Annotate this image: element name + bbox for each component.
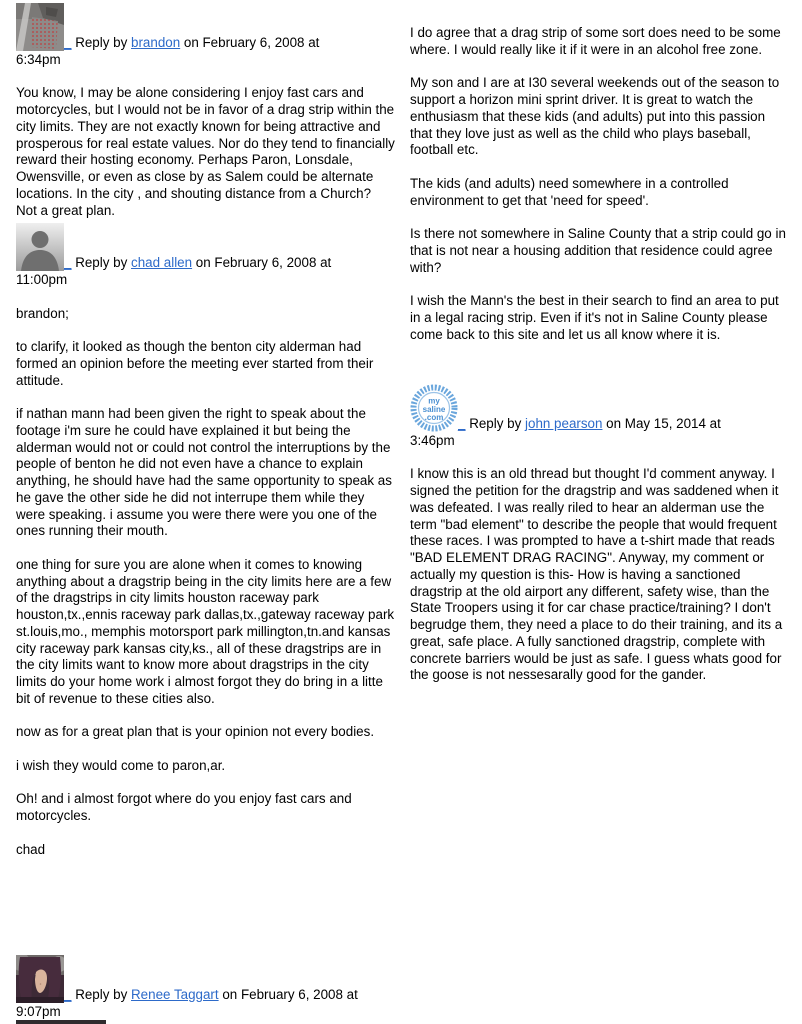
brandon-photo-avatar[interactable] [16, 3, 64, 51]
reply-post-john-pearson [410, 384, 790, 684]
reply-date: on February 6, 2008 at [180, 35, 320, 50]
reply-date: on February 6, 2008 at [192, 255, 332, 271]
post-paragraph: if nathan mann had been given the right to speak about the footage i'm sure he could have explained it but being the alderman would not or could not control the interruptions by the people of benton he did not even have a chance to explain anything, he should have had the same opportunity to speak as he gave the other side he did not interrupe them while they were speaking. i assume you were there were you one of the ones running their mouth. [16, 406, 392, 539]
avatar-link-underscore: _ [64, 987, 72, 1002]
post-paragraph: I know this is an old thread but thought I'd comment anyway. I signed the petition for the dragstrip and was saddened when it was defeated. I was really riled to hear an alderman use the term "bad element" to describe the people that would frequent these races. I was prompted to have a t-shirt made that reads "BAD ELEMENT DRAG RACING". Anyway, my comment or actually my question is this- How is having a sanctioned dragstrip at the old airport any different, safety wise, than the State Troopers using it for car chase practice/training? I don't begrudge them, they need a place to do their training, and its a great, safe place. A fully sanctioned dragstrip, complete with concrete barriers would be just as safe. I guess whats good for the goose is not nessesarally good for the gander. [410, 466, 783, 683]
author-link-chad-allen[interactable]: chad allen [131, 255, 193, 271]
mysaline-logo-avatar[interactable] [410, 384, 458, 432]
reply-header [16, 955, 395, 1004]
post-paragraph: brandon; [16, 305, 69, 321]
default-silhouette-avatar[interactable] [16, 223, 64, 271]
continuation-paragraph: My son and I are at I30 several weekends out of the season to support a horizon mini sprint driver. It is great to watch the enthusiasm that these kids (and adults) put into this passion that they love just as well as the child who plays baseball, football etc. [410, 75, 780, 158]
cut-off-image-sliver [16, 1020, 106, 1024]
reply-header [410, 384, 790, 433]
reply-post-chad-allen [16, 223, 395, 858]
reply-time: 11:00pm [16, 272, 68, 287]
post-paragraph: one thing for sure you are alone when it comes to knowing anything about a dragstrip being in the city limits here are a few of the dragstrips in city limits houston raceway park houston,tx.,ennis raceway park dallas,tx.,gateway raceway park st.louis,mo., memphis motorsport park millington,tn.and kansas city raceway park kansas city,ks., all of these dragstrips are in the city limits want to know more about dragstrips in the city limits do your home work i almost forgot they do bring in a litte bit of revenue to these cities also. [16, 556, 395, 706]
avatar-link-underscore: _ [64, 255, 72, 271]
reply-time: 6:34pm [16, 51, 61, 67]
post-paragraph: chad [16, 841, 46, 857]
post-paragraph: You know, I may be alone considering I enjoy fast cars and motorcycles, but I would not be in favor of a drag strip within the city limits. They are not exactly known for being attractive and prosperous for real estate values. Nor do they tend to financially reward their hosting economy. Perhaps Paron, Lonsdale, Owensville, or even as close by as Salem could be alternate locations. In the city , and shouting distance from a Church? Not a great plan. [16, 85, 395, 218]
right-column [410, 0, 790, 343]
avatar-link-underscore: _ [64, 35, 72, 50]
author-link-renee-taggart[interactable]: Renee Taggart [131, 987, 219, 1002]
reply-date: on May 15, 2014 at [602, 416, 721, 431]
author-link-john-pearson[interactable]: john pearson [525, 416, 603, 431]
reply-time: 9:07pm [16, 1003, 61, 1019]
continuation-paragraph: The kids (and adults) need somewhere in a controlled environment to get that 'need for speed'. [410, 175, 729, 208]
reply-header [16, 223, 395, 272]
reply-prefix: Reply by [75, 255, 132, 271]
mysaline-logo-text-my: my [428, 396, 440, 406]
reply-prefix: Reply by [75, 987, 132, 1002]
reply-prefix: Reply by [469, 416, 526, 431]
continuation-paragraph: Is there not somewhere in Saline County that a strip could go in that is not near a housing addition that residence could agree with? [410, 226, 786, 275]
mysaline-logo-text-com: .com [424, 413, 444, 422]
reply-header [16, 3, 395, 52]
reply-post-renee-taggart [16, 955, 395, 1021]
post-paragraph: i wish they would come to paron,ar. [16, 757, 226, 773]
mysaline-logo-text-saline: saline [422, 405, 446, 414]
reply-post-brandon [16, 3, 395, 219]
post-paragraph: now as for a great plan that is your opinion not every bodies. [16, 724, 375, 740]
post-paragraph: to clarify, it looked as though the benton city alderman had formed an opinion before the meeting ever started from their attitude. [16, 339, 374, 388]
author-link-brandon[interactable]: brandon [131, 35, 181, 50]
continuation-paragraph: I do agree that a drag strip of some sort does need to be some where. I would really like it if it were in an alcohol free zone. [410, 25, 781, 57]
avatar-link-underscore: _ [458, 416, 466, 431]
reply-time: 3:46pm [410, 432, 455, 448]
continuation-paragraph: I wish the Mann's the best in their search to find an area to put in a legal racing strip. Even if it's not in Saline County please come back to this site and let us all know where it is. [410, 293, 779, 342]
left-column [16, 0, 395, 858]
post-paragraph: Oh! and i almost forgot where do you enjoy fast cars and motorcycles. [16, 791, 352, 823]
reply-date: on February 6, 2008 at [218, 987, 358, 1002]
reply-prefix: Reply by [75, 35, 132, 50]
renee-photo-avatar[interactable] [16, 955, 64, 1003]
